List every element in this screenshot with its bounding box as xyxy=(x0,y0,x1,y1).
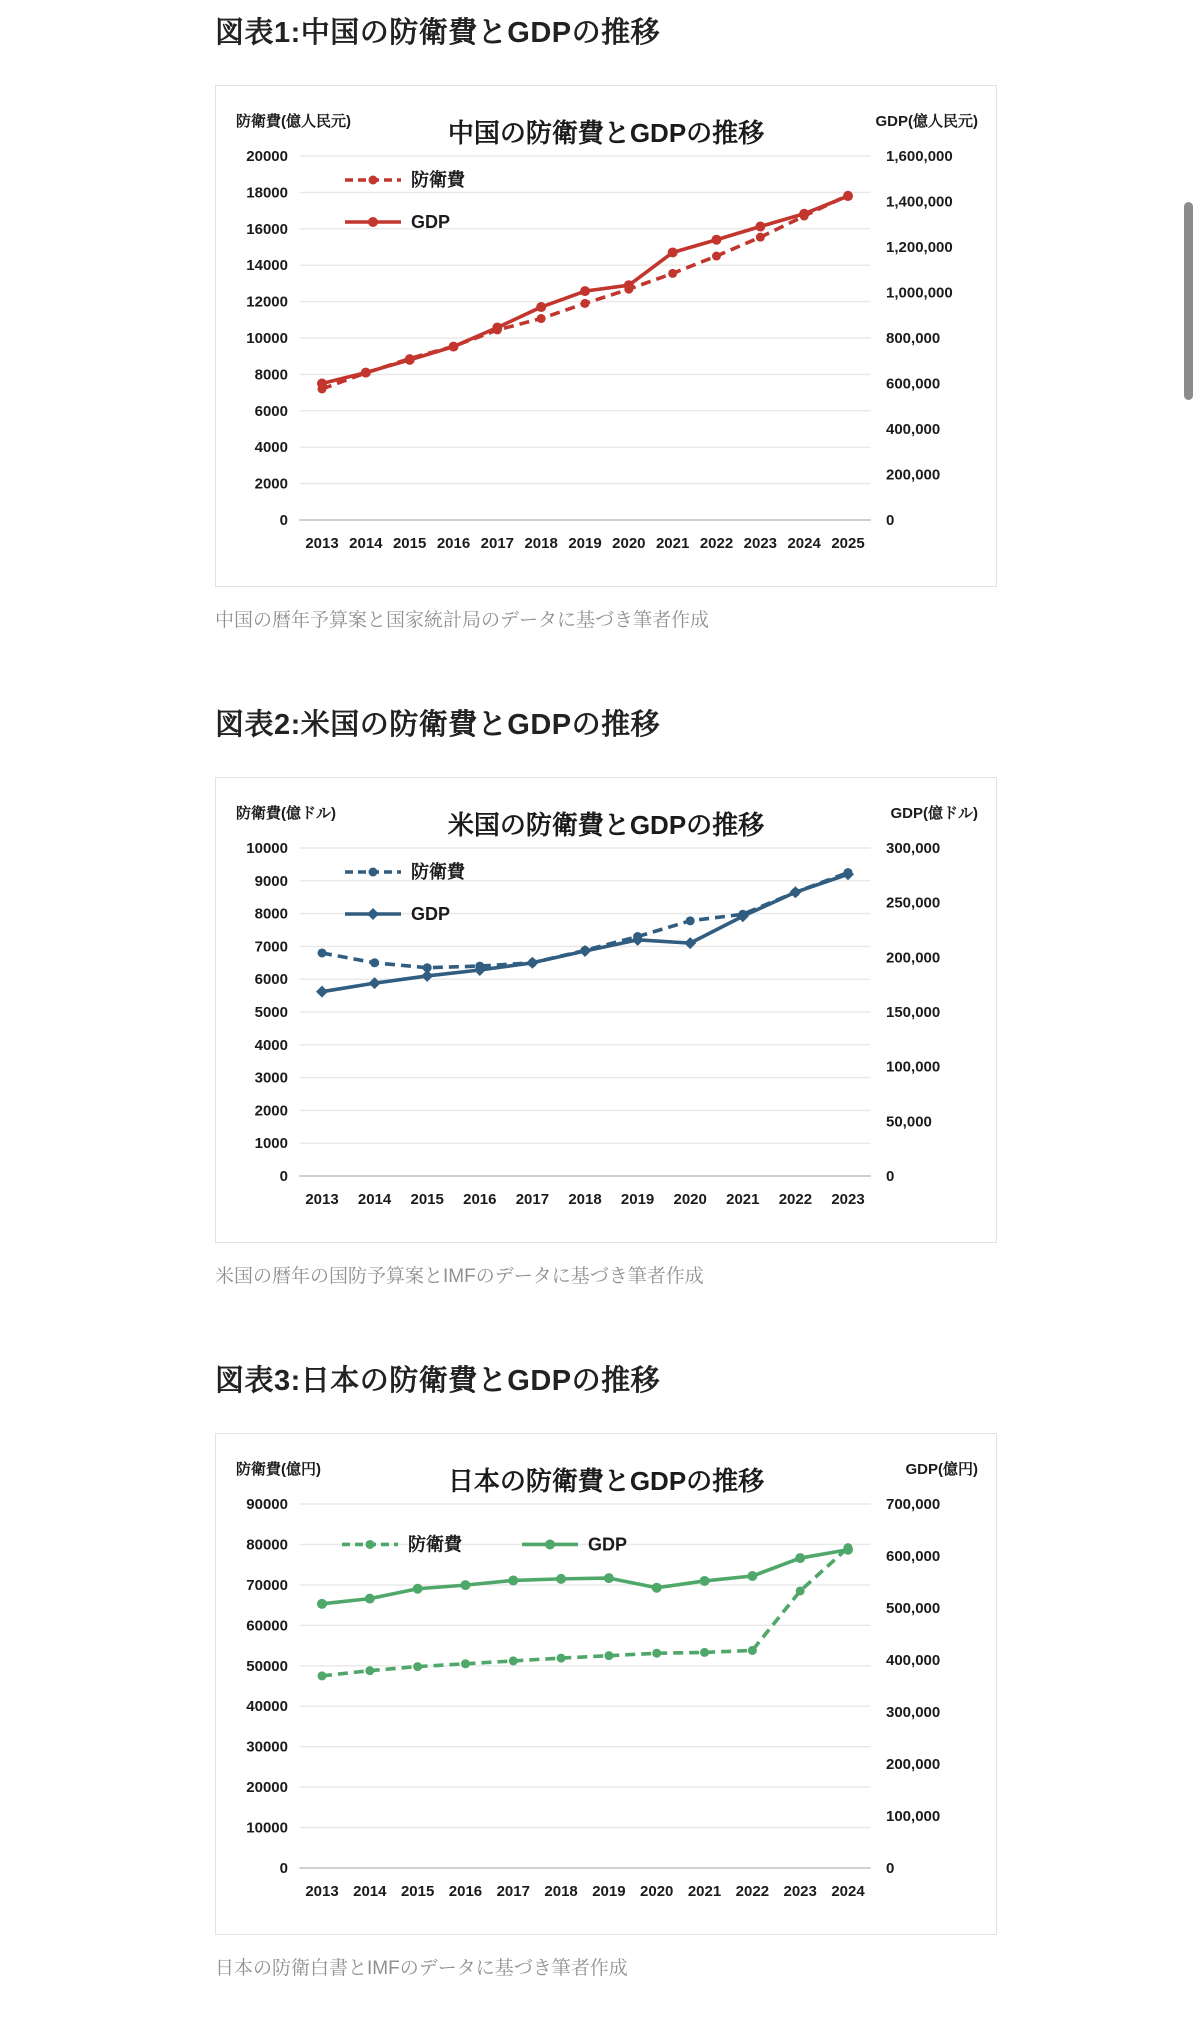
svg-text:10000: 10000 xyxy=(246,840,288,857)
svg-text:2025: 2025 xyxy=(831,535,865,552)
svg-text:400,000: 400,000 xyxy=(886,1652,941,1669)
svg-text:2016: 2016 xyxy=(436,535,471,552)
svg-text:2021: 2021 xyxy=(687,1883,722,1900)
series-defense xyxy=(318,1543,853,1680)
svg-text:600,000: 600,000 xyxy=(886,375,941,393)
svg-text:GDP(億円): GDP(億円) xyxy=(905,1461,978,1478)
svg-text:2020: 2020 xyxy=(673,1191,707,1208)
svg-text:8000: 8000 xyxy=(254,905,288,923)
svg-text:300,000: 300,000 xyxy=(886,840,941,857)
x-axis-labels xyxy=(305,535,864,552)
svg-text:6000: 6000 xyxy=(254,402,288,420)
article-content xyxy=(215,10,999,1980)
svg-text:2022: 2022 xyxy=(735,1883,770,1900)
svg-text:GDP: GDP xyxy=(411,212,451,232)
svg-text:防衛費(億人民元): 防衛費(億人民元) xyxy=(236,113,351,130)
svg-text:2013: 2013 xyxy=(305,1883,339,1900)
svg-text:60000: 60000 xyxy=(246,1617,288,1635)
svg-text:GDP(億ドル): GDP(億ドル) xyxy=(890,805,978,822)
japan-chart-card xyxy=(215,1433,997,1935)
svg-text:0: 0 xyxy=(279,1168,288,1185)
svg-text:2015: 2015 xyxy=(400,1883,435,1900)
left-axis-ticks xyxy=(246,1496,288,1877)
svg-text:100,000: 100,000 xyxy=(886,1058,941,1076)
svg-text:2017: 2017 xyxy=(515,1191,550,1208)
svg-text:500,000: 500,000 xyxy=(886,1600,941,1617)
x-axis-labels xyxy=(305,1883,865,1900)
scrollbar-thumb[interactable] xyxy=(1184,202,1193,400)
svg-text:200,000: 200,000 xyxy=(886,1756,941,1773)
svg-text:400,000: 400,000 xyxy=(886,421,941,438)
right-axis-ticks xyxy=(886,1496,940,1877)
svg-text:2017: 2017 xyxy=(496,1883,530,1900)
svg-text:2013: 2013 xyxy=(305,1191,339,1208)
chart-legend xyxy=(345,861,466,924)
svg-text:9000: 9000 xyxy=(254,872,288,890)
gridlines xyxy=(300,1504,870,1868)
figure3-caption: 日本の防衛白書とIMFのデータに基づき筆者作成 xyxy=(215,1958,628,1979)
svg-text:0: 0 xyxy=(886,1168,895,1185)
svg-text:2022: 2022 xyxy=(699,535,734,552)
svg-text:GDP(億人民元): GDP(億人民元) xyxy=(875,113,978,130)
svg-text:0: 0 xyxy=(886,1860,895,1877)
svg-text:2016: 2016 xyxy=(448,1883,483,1900)
svg-text:2014: 2014 xyxy=(349,535,383,552)
gridlines xyxy=(300,156,870,520)
svg-text:2019: 2019 xyxy=(620,1191,655,1208)
svg-text:250,000: 250,000 xyxy=(886,894,941,912)
left-axis-ticks xyxy=(246,148,288,529)
chart-header xyxy=(236,112,978,148)
svg-text:10000: 10000 xyxy=(246,330,288,347)
svg-text:600,000: 600,000 xyxy=(886,1548,941,1565)
svg-text:2015: 2015 xyxy=(392,535,427,552)
svg-text:700,000: 700,000 xyxy=(886,1496,941,1513)
figure2-caption: 米国の暦年の国防予算案とIMFのデータに基づき筆者作成 xyxy=(215,1266,704,1287)
japan-chart-canvas xyxy=(230,1448,982,1918)
chart-header xyxy=(236,804,978,840)
right-axis-ticks xyxy=(886,840,940,1185)
svg-text:0: 0 xyxy=(279,1860,288,1877)
svg-text:6000: 6000 xyxy=(254,971,288,989)
svg-text:150,000: 150,000 xyxy=(886,1004,941,1021)
svg-text:20000: 20000 xyxy=(246,148,288,165)
svg-text:40000: 40000 xyxy=(246,1698,288,1716)
svg-text:14000: 14000 xyxy=(246,257,288,275)
svg-text:2023: 2023 xyxy=(783,1883,817,1900)
svg-text:200,000: 200,000 xyxy=(886,949,941,967)
svg-text:8000: 8000 xyxy=(254,366,288,384)
svg-text:2023: 2023 xyxy=(831,1191,865,1208)
svg-text:16000: 16000 xyxy=(246,220,288,238)
svg-text:0: 0 xyxy=(279,512,288,529)
svg-text:2024: 2024 xyxy=(787,535,821,552)
svg-text:2020: 2020 xyxy=(640,1883,674,1900)
svg-text:1,600,000: 1,600,000 xyxy=(886,148,953,165)
svg-text:2015: 2015 xyxy=(410,1191,444,1208)
svg-text:2021: 2021 xyxy=(726,1191,760,1208)
svg-text:2018: 2018 xyxy=(568,1191,602,1208)
svg-text:30000: 30000 xyxy=(246,1738,288,1756)
left-axis-ticks xyxy=(246,840,288,1185)
us-chart-card xyxy=(215,777,997,1243)
us-chart-canvas xyxy=(230,792,982,1226)
chart-header xyxy=(236,1460,978,1496)
svg-text:300,000: 300,000 xyxy=(886,1704,941,1721)
chart-legend xyxy=(345,169,466,232)
svg-text:GDP: GDP xyxy=(588,1534,628,1555)
svg-text:50,000: 50,000 xyxy=(886,1113,932,1131)
china-chart-canvas xyxy=(230,100,982,570)
chart-title: 米国の防衛費とGDPの推移 xyxy=(447,810,765,840)
china-chart-card xyxy=(215,85,997,587)
svg-text:50000: 50000 xyxy=(246,1657,288,1675)
svg-text:7000: 7000 xyxy=(254,938,288,956)
svg-text:2018: 2018 xyxy=(524,535,558,552)
x-axis-labels xyxy=(305,1191,864,1208)
svg-text:90000: 90000 xyxy=(246,1496,288,1513)
svg-text:2018: 2018 xyxy=(544,1883,578,1900)
svg-text:GDP: GDP xyxy=(411,904,451,924)
svg-text:2019: 2019 xyxy=(568,535,602,552)
svg-text:0: 0 xyxy=(886,512,895,529)
series-gdp xyxy=(317,1545,853,1609)
figure1-heading: 図表1:中国の防衛費とGDPの推移 xyxy=(215,17,661,49)
right-axis-ticks xyxy=(886,148,953,529)
figure3-heading: 図表3:日本の防衛費とGDPの推移 xyxy=(215,1365,661,1397)
svg-text:12000: 12000 xyxy=(246,293,288,311)
svg-text:80000: 80000 xyxy=(246,1536,288,1554)
svg-text:2023: 2023 xyxy=(743,535,778,552)
svg-text:2020: 2020 xyxy=(612,535,646,552)
svg-text:70000: 70000 xyxy=(246,1576,288,1594)
svg-text:1,200,000: 1,200,000 xyxy=(886,239,953,256)
svg-text:800,000: 800,000 xyxy=(886,330,941,347)
svg-text:防衛費(億円): 防衛費(億円) xyxy=(236,1461,321,1478)
svg-text:2014: 2014 xyxy=(357,1191,392,1208)
svg-text:1000: 1000 xyxy=(254,1135,288,1153)
figure2-heading: 図表2:米国の防衛費とGDPの推移 xyxy=(215,709,661,741)
svg-text:4000: 4000 xyxy=(254,439,288,457)
svg-text:20000: 20000 xyxy=(246,1779,288,1797)
figure1-caption: 中国の暦年予算案と国家統計局のデータに基づき筆者作成 xyxy=(215,610,710,631)
svg-text:2013: 2013 xyxy=(305,535,339,552)
svg-text:2022: 2022 xyxy=(778,1191,813,1208)
svg-text:2016: 2016 xyxy=(463,1191,497,1208)
svg-text:1,000,000: 1,000,000 xyxy=(886,284,953,302)
svg-text:防衛費(億ドル): 防衛費(億ドル) xyxy=(236,805,336,822)
svg-text:5000: 5000 xyxy=(254,1004,288,1021)
svg-text:2000: 2000 xyxy=(254,1102,288,1120)
series-gdp xyxy=(316,868,854,997)
svg-text:防衛費: 防衛費 xyxy=(408,1534,462,1555)
svg-text:18000: 18000 xyxy=(246,184,288,202)
svg-text:2021: 2021 xyxy=(655,535,690,552)
chart-title: 中国の防衛費とGDPの推移 xyxy=(447,118,765,148)
svg-text:2024: 2024 xyxy=(831,1883,865,1900)
svg-text:3000: 3000 xyxy=(254,1069,288,1087)
svg-text:100,000: 100,000 xyxy=(886,1808,941,1825)
svg-text:2000: 2000 xyxy=(254,475,288,493)
svg-text:4000: 4000 xyxy=(254,1036,288,1054)
chart-title: 日本の防衛費とGDPの推移 xyxy=(447,1466,765,1496)
svg-text:10000: 10000 xyxy=(246,1819,288,1837)
svg-text:2019: 2019 xyxy=(592,1883,626,1900)
svg-text:1,400,000: 1,400,000 xyxy=(886,193,953,211)
svg-text:200,000: 200,000 xyxy=(886,466,941,484)
svg-text:2017: 2017 xyxy=(480,535,515,552)
svg-text:2014: 2014 xyxy=(353,1883,387,1900)
svg-text:防衛費: 防衛費 xyxy=(411,862,465,882)
svg-text:防衛費: 防衛費 xyxy=(411,170,465,190)
